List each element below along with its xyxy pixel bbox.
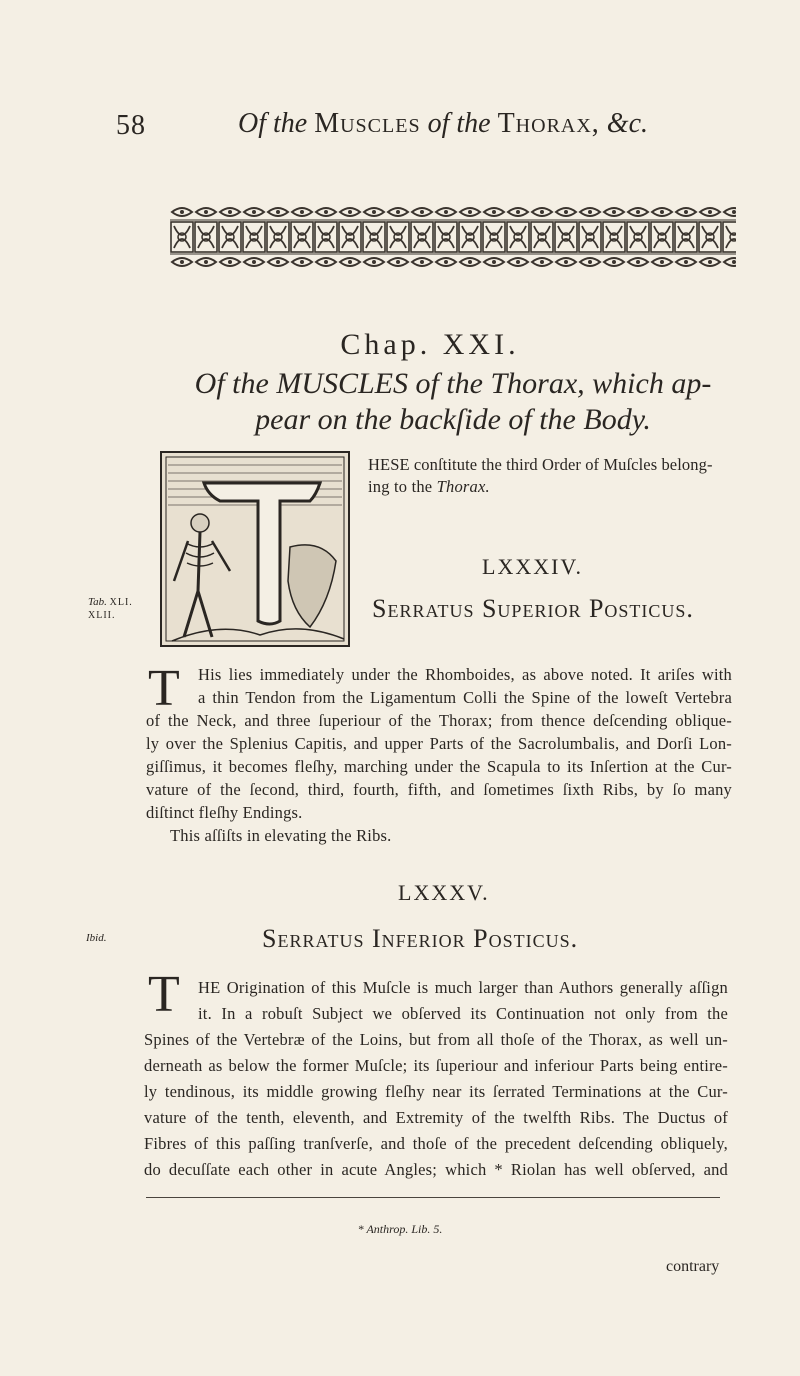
title-mid: of the	[427, 108, 491, 139]
footnote-rule	[146, 1197, 720, 1198]
chapter-heading: Chap. XXI.	[340, 328, 520, 361]
title-word-thorax: Thorax,	[497, 108, 600, 139]
section-84-line-3: of the Neck, and three ſuperiour of the Thorax; from thence deſcending oblique-	[146, 711, 732, 730]
section-number-85: LXXXV.	[398, 880, 490, 905]
title-word-muscles: Muscles	[314, 108, 421, 139]
margin-note-ibid: Ibid.	[86, 932, 107, 944]
section-number-84: LXXXIV.	[482, 554, 583, 579]
woodcut-initial-t-icon	[160, 451, 350, 647]
title-suffix: &c.	[606, 108, 649, 139]
footnote: * Anthrop. Lib. 5.	[357, 1222, 443, 1236]
catchword: contrary	[666, 1258, 720, 1275]
section-85-line-7: Fibres of this paſſing tranſverſe, and thoſe of the precedent deſcending obliquely,	[144, 1134, 728, 1153]
section-title-84: Serratus Superior Posticus.	[372, 594, 694, 623]
ornamental-head-band-icon	[170, 204, 736, 272]
intro-line-1: HESE conſtitute the third Order of Muſcles belong-	[368, 455, 713, 474]
section-84-line-2: a thin Tendon from the Ligamentum Colli the Spine of the loweſt Vertebra	[198, 688, 732, 707]
section-85-line-6: vature of the tenth, eleventh, and Extremity of the twelfth Ribs. The Ductus of	[144, 1108, 728, 1127]
section-85-line-2: it. In a robuſt Subject we obſerved its Continuation not only from the	[198, 1004, 728, 1023]
section-84-line-1: His lies immediately under the Rhomboides, as above noted. It ariſes with	[198, 665, 732, 684]
section-84-line-6: vature of the ſecond, third, fourth, fifth, and ſometimes ſixth Ribs, by ſo many	[146, 780, 732, 799]
running-head	[0, 106, 800, 146]
title-prefix: Of the	[238, 108, 308, 139]
section-84-line-7: diſtinct fleſhy Endings.	[146, 803, 303, 822]
section-85-line-1: HE Origination of this Muſcle is much larger than Authors generally aſſign	[198, 978, 728, 997]
section-85-line-4: derneath as below the former Muſcle; its ſuperiour and inferiour Parts being entire-	[144, 1056, 728, 1075]
drop-cap-85: T	[148, 966, 180, 1023]
section-84-line-4: ly over the Splenius Capitis, and upper Parts of the Sacrolumbalis, and Dorſi Lon-	[146, 734, 732, 753]
section-title-85: Serratus Inferior Posticus.	[262, 924, 579, 953]
margin-note-tab: Tab. XLI. XLII.	[88, 596, 133, 621]
section-85-line-5: ly tendinous, its middle growing fleſhy near its ſerrated Terminations at the Cur-	[144, 1082, 728, 1101]
section-85-line-3: Spines of the Vertebræ of the Loins, but from all thoſe of the Thorax, as well un-	[144, 1030, 728, 1049]
section-84-line-5: giſſimus, it becomes fleſhy, marching under the Scapula to its Inſertion at the Cur-	[146, 757, 732, 776]
chapter-subtitle-line-1: Of the MUSCLES of the Thorax, which ap-	[194, 367, 712, 400]
section-84-line-8: This aſſiſts in elevating the Ribs.	[170, 826, 392, 845]
drop-cap-84: T	[148, 660, 180, 717]
chapter-subtitle	[148, 366, 758, 438]
section-85-line-8: do decuſſate each other in acute Angles; which * Riolan has well obſerved, and	[144, 1160, 728, 1179]
running-title	[238, 108, 648, 140]
page-number: 58	[116, 110, 146, 141]
chapter-subtitle-line-2: pear on the backſide of the Body.	[255, 403, 651, 436]
intro-line-2: ing to the Thorax.	[368, 477, 490, 496]
